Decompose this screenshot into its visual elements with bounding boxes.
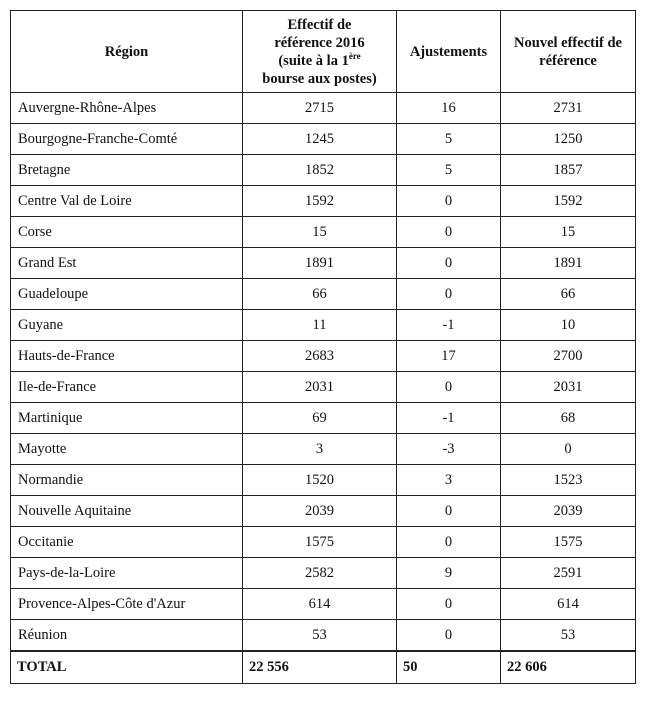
ajustements-cell: 5 (397, 124, 501, 155)
table-row (11, 341, 636, 372)
header-effectif-line2: référence 2016 (274, 34, 365, 51)
effectif-cell: 1520 (243, 465, 397, 496)
effectif-cell: 69 (243, 403, 397, 434)
table-row (11, 558, 636, 589)
region-cell: Bourgogne-Franche-Comté (11, 124, 243, 155)
table-row (11, 465, 636, 496)
total-row (11, 651, 636, 684)
nouvel-effectif-cell: 2039 (501, 496, 636, 527)
header-nouvel-effectif (501, 11, 636, 93)
table-row (11, 186, 636, 217)
table-row (11, 217, 636, 248)
effectif-cell: 1575 (243, 527, 397, 558)
nouvel-effectif-cell: 1523 (501, 465, 636, 496)
total-label: TOTAL (11, 651, 243, 684)
nouvel-effectif-cell: 1250 (501, 124, 636, 155)
region-cell: Centre Val de Loire (11, 186, 243, 217)
header-region: Région (11, 11, 243, 93)
region-cell: Occitanie (11, 527, 243, 558)
region-cell: Normandie (11, 465, 243, 496)
table-row (11, 620, 636, 652)
effectif-cell: 66 (243, 279, 397, 310)
region-cell: Mayotte (11, 434, 243, 465)
effectif-cell: 2039 (243, 496, 397, 527)
region-cell: Guyane (11, 310, 243, 341)
total-nouvel-effectif: 22 606 (501, 651, 636, 684)
table-row (11, 248, 636, 279)
ajustements-cell: 0 (397, 217, 501, 248)
ajustements-cell: 0 (397, 589, 501, 620)
region-cell: Provence-Alpes-Côte d'Azur (11, 589, 243, 620)
total-ajustements: 50 (397, 651, 501, 684)
table-row (11, 279, 636, 310)
effectif-cell: 614 (243, 589, 397, 620)
ajustements-cell: 16 (397, 93, 501, 124)
header-effectif-line4: bourse aux postes) (262, 70, 377, 87)
table-row (11, 93, 636, 124)
effectif-cell: 1891 (243, 248, 397, 279)
ajustements-cell: 0 (397, 248, 501, 279)
table-row (11, 155, 636, 186)
table-row (11, 589, 636, 620)
nouvel-effectif-cell: 15 (501, 217, 636, 248)
effectif-cell: 1852 (243, 155, 397, 186)
region-cell: Hauts-de-France (11, 341, 243, 372)
ajustements-cell: -1 (397, 403, 501, 434)
region-cell: Guadeloupe (11, 279, 243, 310)
table-row (11, 403, 636, 434)
ajustements-cell: 5 (397, 155, 501, 186)
effectif-cell: 1245 (243, 124, 397, 155)
nouvel-effectif-cell: 10 (501, 310, 636, 341)
header-row (11, 11, 636, 93)
ajustements-cell: 3 (397, 465, 501, 496)
ajustements-cell: -1 (397, 310, 501, 341)
table-row (11, 310, 636, 341)
nouvel-effectif-cell: 1592 (501, 186, 636, 217)
nouvel-effectif-cell: 66 (501, 279, 636, 310)
region-cell: Réunion (11, 620, 243, 652)
effectifs-table (10, 10, 636, 684)
ajustements-cell: 9 (397, 558, 501, 589)
nouvel-effectif-cell: 614 (501, 589, 636, 620)
nouvel-effectif-cell: 1891 (501, 248, 636, 279)
header-nouvel-line1: Nouvel effectif de (514, 34, 622, 51)
effectif-cell: 2031 (243, 372, 397, 403)
header-effectif-superscript: ère (348, 50, 361, 61)
effectif-cell: 2582 (243, 558, 397, 589)
region-cell: Nouvelle Aquitaine (11, 496, 243, 527)
effectif-cell: 1592 (243, 186, 397, 217)
effectif-cell: 2683 (243, 341, 397, 372)
ajustements-cell: 0 (397, 527, 501, 558)
ajustements-cell: 0 (397, 496, 501, 527)
region-cell: Pays-de-la-Loire (11, 558, 243, 589)
region-cell: Bretagne (11, 155, 243, 186)
effectif-cell: 15 (243, 217, 397, 248)
header-effectif-reference-2016 (243, 11, 397, 93)
header-effectif-line1: Effectif de (287, 16, 352, 33)
nouvel-effectif-cell: 2591 (501, 558, 636, 589)
header-effectif-line3: (suite à la 1 (278, 52, 349, 69)
nouvel-effectif-cell: 2700 (501, 341, 636, 372)
nouvel-effectif-cell: 0 (501, 434, 636, 465)
nouvel-effectif-cell: 68 (501, 403, 636, 434)
effectif-cell: 2715 (243, 93, 397, 124)
ajustements-cell: 17 (397, 341, 501, 372)
nouvel-effectif-cell: 1857 (501, 155, 636, 186)
effectif-cell: 53 (243, 620, 397, 652)
effectif-cell: 11 (243, 310, 397, 341)
nouvel-effectif-cell: 1575 (501, 527, 636, 558)
header-nouvel-line2: référence (539, 52, 597, 69)
table-row (11, 372, 636, 403)
region-cell: Martinique (11, 403, 243, 434)
table-row (11, 434, 636, 465)
table-row (11, 496, 636, 527)
table-body (11, 93, 636, 652)
header-ajustements: Ajustements (397, 11, 501, 93)
ajustements-cell: -3 (397, 434, 501, 465)
nouvel-effectif-cell: 2731 (501, 93, 636, 124)
region-cell: Auvergne-Rhône-Alpes (11, 93, 243, 124)
ajustements-cell: 0 (397, 620, 501, 652)
nouvel-effectif-cell: 53 (501, 620, 636, 652)
effectif-cell: 3 (243, 434, 397, 465)
total-effectif: 22 556 (243, 651, 397, 684)
ajustements-cell: 0 (397, 186, 501, 217)
ajustements-cell: 0 (397, 279, 501, 310)
nouvel-effectif-cell: 2031 (501, 372, 636, 403)
region-cell: Grand Est (11, 248, 243, 279)
region-cell: Ile-de-France (11, 372, 243, 403)
table-row (11, 527, 636, 558)
table-row (11, 124, 636, 155)
region-cell: Corse (11, 217, 243, 248)
ajustements-cell: 0 (397, 372, 501, 403)
